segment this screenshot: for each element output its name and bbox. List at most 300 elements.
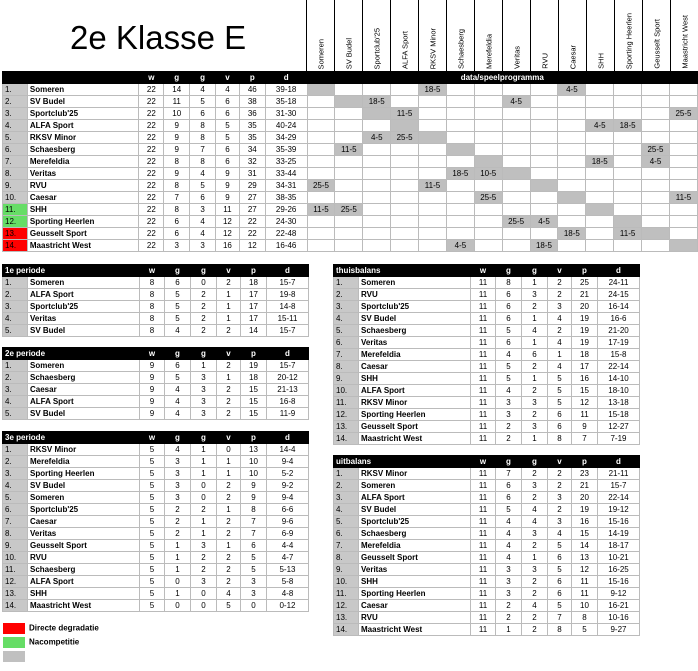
match-cell <box>391 180 419 192</box>
row-w: 22 <box>139 180 164 192</box>
row-club: Veritas <box>28 313 140 325</box>
match-cell: 25-5 <box>391 132 419 144</box>
match-cell <box>363 192 391 204</box>
row-club: Geusselt Sport <box>27 228 139 240</box>
match-cell <box>363 120 391 132</box>
row-position: 6. <box>334 528 359 540</box>
match-cell <box>446 192 474 204</box>
match-cell <box>474 216 502 228</box>
row-value: 1 <box>217 504 241 516</box>
row-value: 5 <box>165 313 191 325</box>
row-value: 9 <box>140 384 165 396</box>
header-col: p <box>572 456 598 468</box>
row-value: 11 <box>471 504 496 516</box>
match-cell <box>558 132 586 144</box>
header-col: d <box>598 456 640 468</box>
row-w: 22 <box>139 216 164 228</box>
row-position: 14. <box>3 240 28 252</box>
match-cell: 4-5 <box>363 132 391 144</box>
row-value: 15 <box>241 384 267 396</box>
row-position: 8. <box>3 528 28 540</box>
header-col: p <box>239 72 265 84</box>
match-cell <box>391 204 419 216</box>
row-w: 22 <box>139 144 164 156</box>
row-value: 2 <box>496 612 522 624</box>
match-cell <box>307 156 335 168</box>
row-club: Someren <box>359 277 471 289</box>
row-position: 13. <box>334 421 359 433</box>
match-cell <box>502 156 530 168</box>
row-v: 9 <box>216 192 240 204</box>
grid-col-header-label: Sportclub'25 <box>372 27 381 69</box>
row-v: 12 <box>216 228 240 240</box>
match-cell <box>642 168 670 180</box>
row-v: 9 <box>216 180 240 192</box>
match-cell <box>530 156 558 168</box>
match-cell: 25-5 <box>642 144 670 156</box>
match-cell <box>530 96 558 108</box>
table-row <box>334 373 640 385</box>
row-value: 2 <box>217 480 241 492</box>
match-cell <box>335 216 363 228</box>
row-value: 18 <box>241 277 267 289</box>
row-p: 35 <box>239 120 265 132</box>
row-value: 11 <box>471 337 496 349</box>
match-cell <box>419 156 447 168</box>
row-value: 7 <box>572 433 598 445</box>
row-d: 31-30 <box>265 108 307 120</box>
table-row <box>3 576 309 588</box>
header-col: g <box>191 432 217 444</box>
row-g2: 4 <box>190 228 216 240</box>
table-row <box>334 325 640 337</box>
match-cell <box>419 144 447 156</box>
match-cell: 4-5 <box>586 120 614 132</box>
row-p: 38 <box>239 96 265 108</box>
match-cell <box>363 144 391 156</box>
row-value: 3 <box>548 301 572 313</box>
row-club: Veritas <box>359 564 471 576</box>
table-row <box>3 528 309 540</box>
row-value: 6 <box>496 337 522 349</box>
row-value: 9 <box>140 408 165 420</box>
row-value: 21-20 <box>598 325 640 337</box>
row-d: 34-29 <box>265 132 307 144</box>
row-position: 3. <box>3 108 28 120</box>
header-col: p <box>572 265 598 277</box>
match-cell <box>474 228 502 240</box>
row-club: Caesar <box>359 361 471 373</box>
row-position: 2. <box>334 289 359 301</box>
row-club: Someren <box>28 492 140 504</box>
row-position: 5. <box>334 516 359 528</box>
row-position: 2. <box>334 480 359 492</box>
header-col: p <box>241 432 267 444</box>
row-value: 5 <box>241 564 267 576</box>
row-value: 5 <box>496 373 522 385</box>
match-cell <box>363 108 391 120</box>
match-cell <box>419 240 447 252</box>
row-position: 12. <box>334 600 359 612</box>
row-value: 16-25 <box>598 564 640 576</box>
row-value: 8 <box>140 277 165 289</box>
match-cell <box>669 228 697 240</box>
row-value: 3 <box>522 289 548 301</box>
row-value: 11 <box>471 397 496 409</box>
row-value: 5 <box>548 373 572 385</box>
row-value: 2 <box>522 540 548 552</box>
row-position: 14. <box>334 433 359 445</box>
match-cell: 11-5 <box>335 144 363 156</box>
row-club: Schaesberg <box>359 325 471 337</box>
row-value: 5 <box>572 624 598 636</box>
match-cell: 4-5 <box>642 156 670 168</box>
row-w: 22 <box>139 96 164 108</box>
row-value: 2 <box>217 396 241 408</box>
row-value: 15 <box>572 385 598 397</box>
header-col: w <box>139 72 164 84</box>
table-row <box>334 600 640 612</box>
match-cell <box>558 180 586 192</box>
row-position: 1. <box>3 444 28 456</box>
table-row <box>3 468 309 480</box>
grid-col-header <box>586 0 614 71</box>
row-value: 1 <box>548 349 572 361</box>
match-cell <box>530 180 558 192</box>
match-cell <box>335 96 363 108</box>
grid-col-header-label: Caesar <box>568 44 577 69</box>
row-value: 25 <box>572 277 598 289</box>
row-value: 11 <box>471 361 496 373</box>
match-cell <box>502 84 530 96</box>
header-col: g <box>496 456 522 468</box>
match-cell <box>446 84 474 96</box>
row-value: 5 <box>548 385 572 397</box>
row-position: 4. <box>3 313 28 325</box>
row-value: 5 <box>140 456 165 468</box>
row-club: Sportclub'25 <box>27 108 139 120</box>
row-value: 15-16 <box>598 516 640 528</box>
row-position: 5. <box>334 325 359 337</box>
row-value: 4-7 <box>267 552 309 564</box>
row-club: Caesar <box>27 192 139 204</box>
table-row <box>3 396 309 408</box>
row-club: Merefeldia <box>27 156 139 168</box>
row-club: Geusselt Sport <box>359 421 471 433</box>
row-value: 3 <box>548 492 572 504</box>
row-value: 1 <box>217 540 241 552</box>
row-value: 8 <box>496 277 522 289</box>
row-value: 7 <box>496 468 522 480</box>
row-club: Sportclub'25 <box>359 301 471 313</box>
row-club: Schaesberg <box>27 144 139 156</box>
row-p: 12 <box>239 240 265 252</box>
row-value: 5 <box>140 588 165 600</box>
grid-col-header-label: ALFA Sport <box>400 31 409 69</box>
match-cell <box>614 192 642 204</box>
row-value: 2 <box>165 504 191 516</box>
row-value: 5 <box>496 325 522 337</box>
row-club: RKSV Minor <box>28 444 140 456</box>
match-cell: 4-5 <box>502 96 530 108</box>
row-p: 27 <box>239 192 265 204</box>
match-cell <box>502 168 530 180</box>
row-value: 2 <box>496 433 522 445</box>
row-value: 5 <box>165 301 191 313</box>
row-g2: 4 <box>190 84 216 96</box>
row-value: 17-19 <box>598 337 640 349</box>
match-cell <box>391 228 419 240</box>
row-value: 1 <box>217 372 241 384</box>
row-value: 18-10 <box>598 385 640 397</box>
table-row <box>3 96 698 108</box>
row-value: 2 <box>217 516 241 528</box>
row-club: RVU <box>359 289 471 301</box>
row-value: 2 <box>548 468 572 480</box>
match-cell <box>391 144 419 156</box>
row-position: 1. <box>334 468 359 480</box>
table-title: 3e periode <box>3 432 140 444</box>
row-d: 16-46 <box>265 240 307 252</box>
row-club: Caesar <box>28 384 140 396</box>
match-cell <box>474 144 502 156</box>
row-position: 7. <box>3 156 28 168</box>
table-row <box>3 444 309 456</box>
row-value: 9-6 <box>267 516 309 528</box>
match-cell <box>614 108 642 120</box>
row-club: Sporting Heerlen <box>359 588 471 600</box>
grid-col-header <box>390 0 418 71</box>
row-position: 4. <box>3 480 28 492</box>
row-value: 11 <box>471 552 496 564</box>
match-cell <box>669 240 697 252</box>
match-cell <box>530 192 558 204</box>
table-row <box>3 540 309 552</box>
row-value: 6 <box>522 349 548 361</box>
match-cell <box>669 144 697 156</box>
row-club: RVU <box>27 180 139 192</box>
row-club: Veritas <box>28 528 140 540</box>
row-g2: 5 <box>190 96 216 108</box>
row-position: 13. <box>3 228 28 240</box>
legend-red-label: Directe degradatie <box>29 623 99 633</box>
match-cell: 4-5 <box>446 240 474 252</box>
row-g: 3 <box>164 240 190 252</box>
row-club: Caesar <box>359 600 471 612</box>
row-club: Schaesberg <box>28 564 140 576</box>
header-pos <box>3 72 28 84</box>
row-position: 2. <box>3 289 28 301</box>
row-value: 3 <box>496 588 522 600</box>
row-value: 7-19 <box>598 433 640 445</box>
row-g2: 6 <box>190 108 216 120</box>
row-value: 2 <box>548 504 572 516</box>
grid-col-header <box>362 0 390 71</box>
header-col: d <box>265 72 307 84</box>
match-cell <box>586 144 614 156</box>
match-cell <box>419 120 447 132</box>
row-club: ALFA Sport <box>359 385 471 397</box>
row-value: 8 <box>241 504 267 516</box>
row-club: RKSV Minor <box>359 468 471 480</box>
match-cell <box>642 108 670 120</box>
match-cell <box>419 216 447 228</box>
match-cell <box>446 120 474 132</box>
grid-col-header-label: RVU <box>540 53 549 69</box>
match-cell <box>391 216 419 228</box>
row-value: 11-9 <box>267 408 309 420</box>
match-cell <box>419 228 447 240</box>
row-value: 11 <box>572 576 598 588</box>
row-value: 5 <box>165 372 191 384</box>
row-value: 4-8 <box>267 588 309 600</box>
match-cell <box>530 144 558 156</box>
row-club: SV Budel <box>27 96 139 108</box>
match-cell <box>558 120 586 132</box>
row-value: 15 <box>241 408 267 420</box>
row-value: 5 <box>140 576 165 588</box>
row-value: 7 <box>241 516 267 528</box>
row-value: 18 <box>572 349 598 361</box>
row-g: 9 <box>164 168 190 180</box>
row-position: 9. <box>3 540 28 552</box>
header-col: d <box>598 265 640 277</box>
match-cell <box>446 96 474 108</box>
row-v: 4 <box>216 84 240 96</box>
row-value: 3 <box>548 516 572 528</box>
row-position: 7. <box>3 516 28 528</box>
row-value: 9-12 <box>598 588 640 600</box>
row-value: 19 <box>241 360 267 372</box>
match-cell <box>642 84 670 96</box>
row-position: 2. <box>3 96 28 108</box>
row-value: 6-6 <box>267 504 309 516</box>
row-value: 1 <box>522 277 548 289</box>
row-position: 12. <box>3 216 28 228</box>
row-value: 0 <box>165 576 191 588</box>
row-value: 15-18 <box>598 409 640 421</box>
match-cell <box>642 216 670 228</box>
header-col: w <box>471 265 496 277</box>
row-club: Someren <box>359 480 471 492</box>
match-cell <box>669 168 697 180</box>
table-row <box>334 468 640 480</box>
row-position: 10. <box>334 385 359 397</box>
match-cell <box>363 204 391 216</box>
match-cell: 25-5 <box>669 108 697 120</box>
row-d: 39-18 <box>265 84 307 96</box>
row-value: 1 <box>191 360 217 372</box>
row-value: 16-21 <box>598 600 640 612</box>
table-row <box>334 397 640 409</box>
row-position: 9. <box>334 373 359 385</box>
row-value: 3 <box>191 540 217 552</box>
row-value: 2 <box>217 277 241 289</box>
row-value: 17 <box>572 361 598 373</box>
legend-green-swatch <box>3 637 25 648</box>
row-value: 11 <box>471 385 496 397</box>
match-cell <box>363 156 391 168</box>
p2-table <box>2 347 309 420</box>
match-cell <box>307 168 335 180</box>
row-value: 2 <box>217 408 241 420</box>
row-value: 2 <box>522 588 548 600</box>
match-cell <box>642 192 670 204</box>
match-cell: 10-5 <box>474 168 502 180</box>
row-value: 19-8 <box>267 289 309 301</box>
match-cell: 18-5 <box>614 120 642 132</box>
row-g: 6 <box>164 228 190 240</box>
row-value: 2 <box>191 289 217 301</box>
legend-green <box>3 637 79 648</box>
match-cell <box>558 96 586 108</box>
match-cell <box>335 180 363 192</box>
row-value: 18-17 <box>598 540 640 552</box>
header-col: g <box>191 348 217 360</box>
row-value: 2 <box>191 504 217 516</box>
row-value: 2 <box>191 325 217 337</box>
row-value: 15-7 <box>598 480 640 492</box>
row-value: 21-11 <box>598 468 640 480</box>
match-cell <box>363 240 391 252</box>
row-value: 15-8 <box>598 349 640 361</box>
row-w: 22 <box>139 192 164 204</box>
row-position: 7. <box>334 540 359 552</box>
row-w: 22 <box>139 240 164 252</box>
row-value: 16 <box>572 516 598 528</box>
row-value: 11 <box>572 409 598 421</box>
match-cell <box>307 216 335 228</box>
table-row <box>3 120 698 132</box>
header-col: d <box>267 348 309 360</box>
row-g: 9 <box>164 132 190 144</box>
row-value: 3 <box>165 492 191 504</box>
row-g: 11 <box>164 96 190 108</box>
row-value: 19 <box>572 325 598 337</box>
row-position: 6. <box>3 504 28 516</box>
table-row <box>334 337 640 349</box>
match-cell <box>391 192 419 204</box>
table-row <box>334 612 640 624</box>
row-value: 2 <box>522 361 548 373</box>
match-cell <box>307 240 335 252</box>
row-value: 4 <box>522 504 548 516</box>
row-value: 6 <box>548 409 572 421</box>
match-cell <box>614 132 642 144</box>
match-cell <box>642 120 670 132</box>
table-row <box>334 289 640 301</box>
row-value: 11 <box>471 373 496 385</box>
row-value: 5 <box>140 492 165 504</box>
match-cell: 18-5 <box>446 168 474 180</box>
match-cell <box>558 192 586 204</box>
row-p: 22 <box>239 228 265 240</box>
standings-table <box>2 71 698 252</box>
row-value: 4 <box>496 540 522 552</box>
row-value: 0 <box>217 444 241 456</box>
match-cell <box>335 108 363 120</box>
row-club: SHH <box>28 588 140 600</box>
match-cell <box>558 216 586 228</box>
row-club: SHH <box>359 576 471 588</box>
row-position: 10. <box>3 192 28 204</box>
match-cell <box>558 108 586 120</box>
match-cell <box>502 132 530 144</box>
row-value: 1 <box>217 313 241 325</box>
row-value: 5 <box>140 564 165 576</box>
row-v: 6 <box>216 144 240 156</box>
row-value: 1 <box>165 564 191 576</box>
